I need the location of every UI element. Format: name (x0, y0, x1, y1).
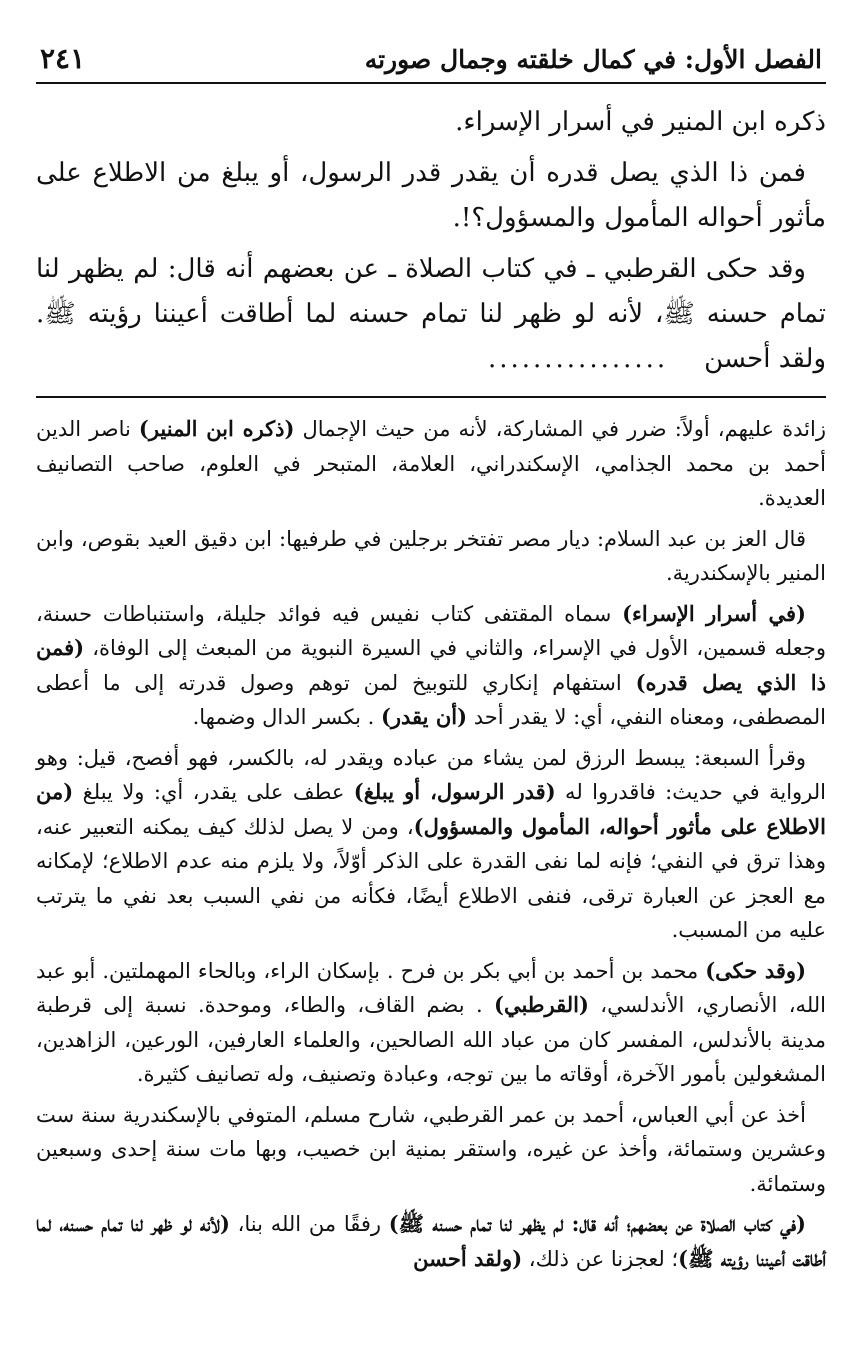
commentary-paragraph (36, 412, 826, 516)
commentary-text: عطف على يقدر، أي: ولا يبلغ (73, 780, 354, 804)
commentary-text: سماه المقتفى كتاب نفيس فيه فوائد جليلة، واستنباطات حسنة، وجعله قسمين، الأول في الإسراء، والثاني في السيرة النبوية من المبعث إلى الوفاة، (36, 601, 826, 660)
commentary-text: زائدة عليهم، أولاً: ضرر في المشاركة، لأنه من حيث الإجمال (294, 417, 826, 441)
commentary-paragraph: أخذ عن أبي العباس، أحمد بن عمر القرطبي، شارح مسلم، المتوفي بالإسكندرية سنة ست وعشرين وستمائة، وأخذ عن غيره، واستقر بمنية ابن خصيب، وبها مات سنة إحدى وسبعين وستمائة. (36, 1102, 826, 1196)
commentary-paragraph (36, 1207, 826, 1276)
page-header (36, 40, 826, 84)
page-number: ٢٤١ (40, 42, 86, 75)
commentary-quote: (ولقد أحسن (413, 1245, 523, 1271)
main-paragraph: ذكره ابن المنير في أسرار الإسراء. (455, 107, 826, 137)
commentary-paragraph (36, 954, 826, 1092)
commentary-quote: (وقد حكى) (705, 957, 807, 983)
commentary-quote: (في كتاب الصلاة عن بعضهم؛ أنه قال: لم يظهر لنا تمام حسنه ﷺ) (388, 1211, 806, 1236)
ellipsis-dots: ................ (487, 344, 669, 374)
commentary-text: ؛ لعجزنا عن ذلك، (522, 1246, 679, 1271)
book-page (36, 40, 826, 1340)
commentary-paragraph (36, 597, 826, 735)
main-paragraph: فمن ذا الذي يصل قدره أن يقدر قدر الرسول، أو يبلغ من الاطلاع على مأثور أحواله المأمول والمسؤول؟!. (36, 158, 826, 233)
commentary-quote: (القرطبي) (494, 992, 589, 1017)
commentary-paragraph: قال العز بن عبد السلام: ديار مصر تفتخر برجلين في طرفيها: ابن دقيق العيد بقوص، وابن المنير بالإسكندرية. (36, 526, 826, 585)
commentary-text: ، ومن لا يصل لذلك كيف يمكنه التعبير عنه، وهذا ترق في النفي؛ فإنه لما نفى القدرة على الذكر أوّلاً، ولا يلزم منه عدم الاطلاع؛ لإمكانه مع العجز عن العبارة ترقى، فنفى الاطلاع أيضًا، فكأنه من نفي السبب بعد نفي ما يترتب عليه من المسبب. (36, 814, 826, 942)
commentary-quote: (لأنه لو ظهر لنا تمام حسنه، لما أطاقت أعيننا رؤيته ﷺ) (36, 1211, 826, 1271)
commentary-text: ناصر الدين أحمد بن محمد الجذامي، الإسكندراني، العلامة، المتبحر في العلوم، صاحب التصانيف العديدة. (36, 417, 826, 510)
commentary-text: وقرأ السبعة: يبسط الرزق لمن يشاء من عباده ويقدر له، بالكسر، فهو أفصح، قيل: وهو الرواية في حديث: فاقدروا له (36, 745, 827, 804)
commentary-quote: (فمن ذا الذي يصل قدره) (36, 635, 826, 695)
commentary-quote: (قدر الرسول، أو يبلغ) (353, 779, 556, 804)
commentary-paragraph (36, 741, 826, 948)
commentary-quote: (ذكره ابن المنير) (138, 416, 295, 441)
commentary-quote: (من الاطلاع على مأثور أحواله، المأمول والمسؤول) (36, 779, 826, 839)
section-divider (36, 396, 826, 398)
main-paragraph (36, 247, 826, 382)
main-paragraph-text: وقد حكى القرطبي ـ في كتاب الصلاة ـ عن بعضهم أنه قال: لم يظهر لنا تمام حسنه ﷺ، لأنه لو ظهر لنا تمام حسنه لما أطاقت أعيننا رؤيته ﷺ. ولقد أحسن (36, 254, 826, 374)
chapter-title: الفصل الأول: في كمال خلقته وجمال صورته (364, 45, 822, 74)
commentary-text: رفقًا من الله بنا، (229, 1212, 389, 1236)
commentary (36, 412, 826, 1276)
commentary-quote: (في أسرار الإسراء) (622, 600, 806, 626)
commentary-text: . بكسر الدال وضمها. (192, 705, 381, 729)
commentary-text: . بضم القاف، والطاء، وموحدة. نسبة إلى قرطبة مدينة بالأندلس، المفسر كان من عباد الله الصالحين، والعلماء العارفين، الورعين، الزاهدين، المشغولين بأمور الآخرة، أوقاته ما بين توجه، وعبادة وتصنيف، وله تصانيف كثيرة. (36, 993, 826, 1086)
commentary-text: محمد بن أحمد بن أبي بكر بن فرح . بإسكان الراء، وبالحاء المهملتين. أبو عبد الله، الأنصاري، الأندلسي، (36, 958, 827, 1017)
commentary-text: استفهام إنكاري للتوبيخ لمن توهم وصول قدرته إلى ما أعطى المصطفى، ومعناه النفي، أي: لا يقدر أحد (36, 670, 826, 729)
commentary-quote: (أن يقدر) (380, 704, 468, 729)
main-text (36, 100, 826, 382)
